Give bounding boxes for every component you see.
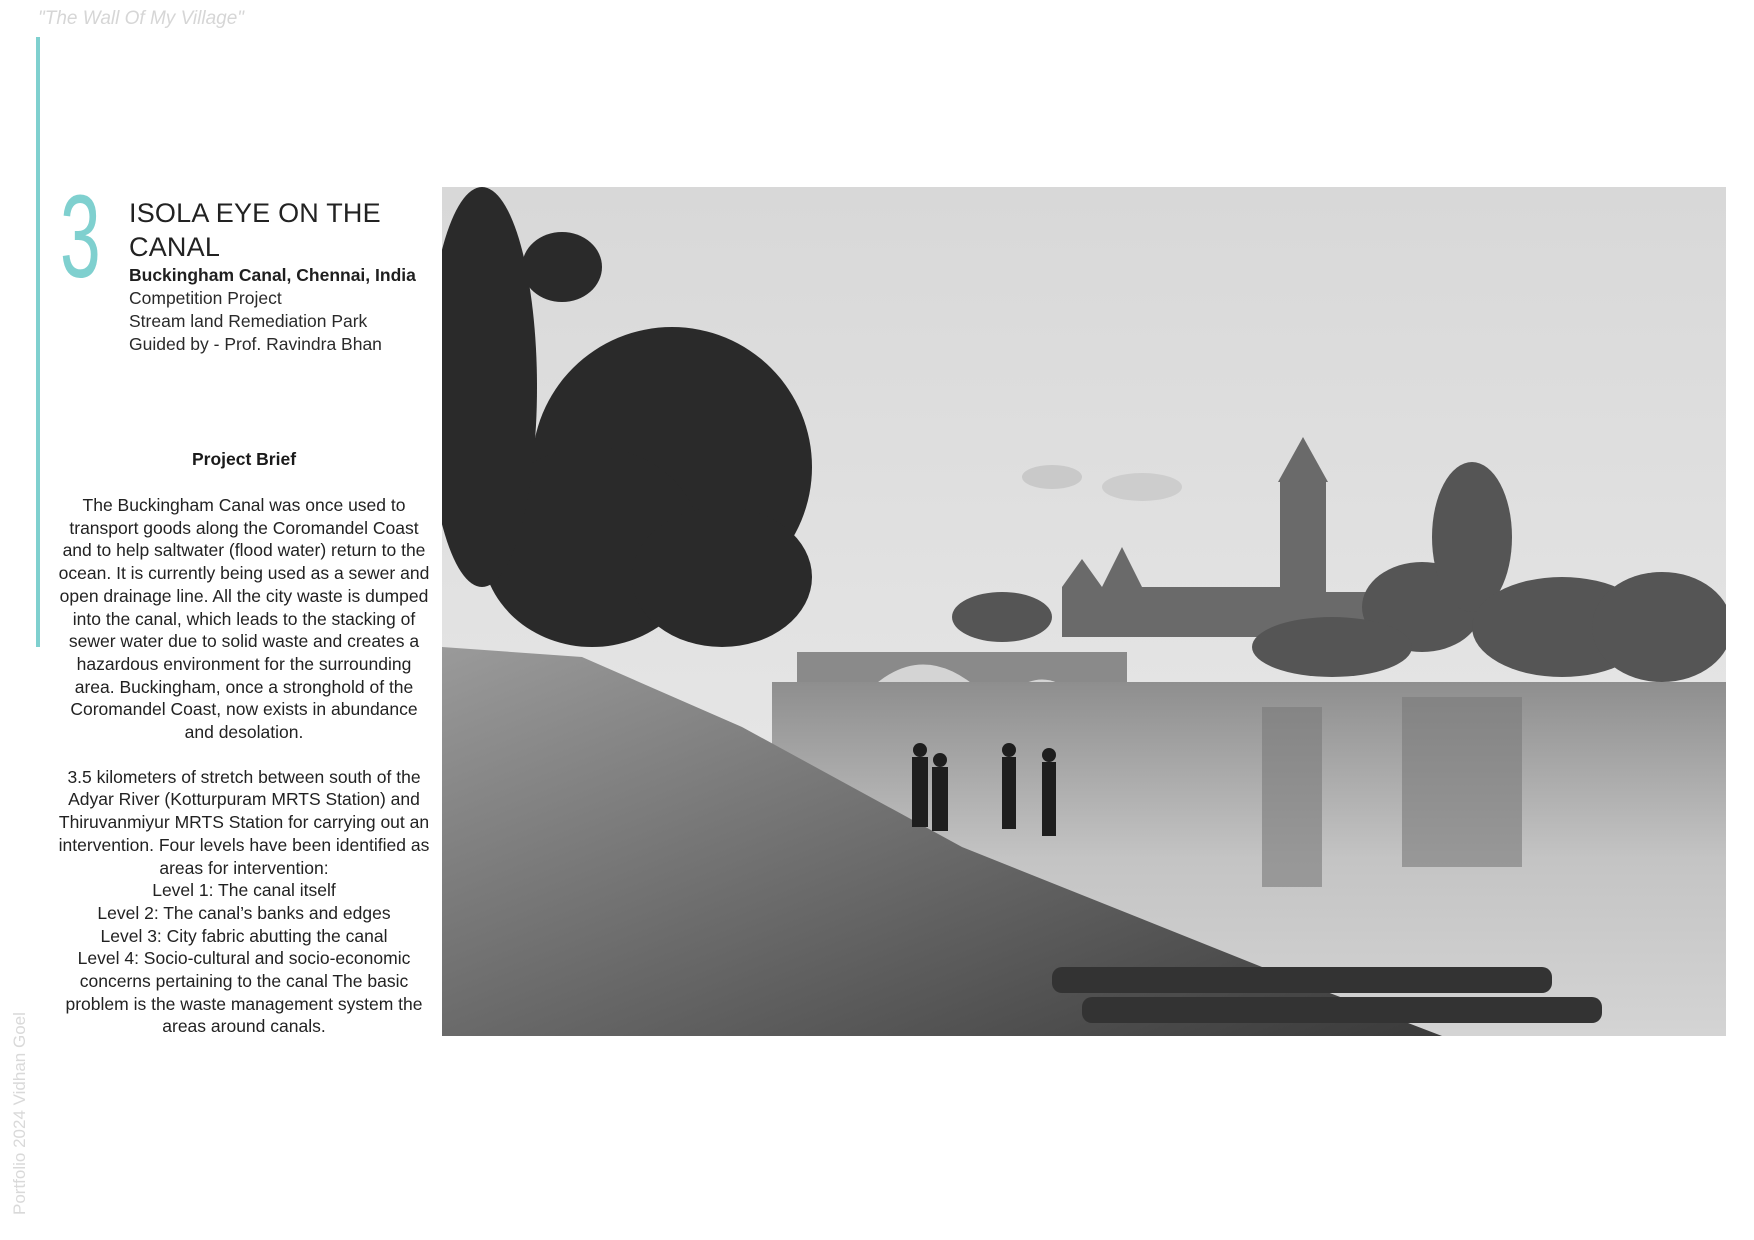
canal-photo-illustration	[442, 187, 1726, 1036]
watermark-text: "The Wall Of My Village"	[38, 8, 245, 29]
project-location: Buckingham Canal, Chennai, India	[129, 265, 416, 285]
project-title: ISOLA EYE ON THE CANAL	[129, 198, 381, 262]
brief-paragraph-1: The Buckingham Canal was once used to transport goods along the Coromandel Coast and to help saltwater (flood water) return to the ocean. It is currently being used as a sewer and open drainage line. All the city waste is dumped into the canal, which leads to the stacking of sewer water due to solid waste and creates a hazardous environment for the surrounding area. Buckingham, once a stronghold of the Coromandel Coast, now exists in abundance and desolation.	[58, 495, 430, 743]
brief-level-2: Level 2: The canal’s banks and edges	[97, 902, 391, 923]
project-brief	[58, 448, 430, 1038]
project-guide: Guided by - Prof. Ravindra Bhan	[129, 334, 382, 354]
brief-level-3: Level 3: City fabric abutting the canal	[100, 925, 388, 946]
accent-bar	[36, 37, 40, 647]
brief-level-4: Level 4: Socio-cultural and socio-economic concerns pertaining to the canal The basic problem is the waste management system the areas around canals.	[65, 948, 423, 1037]
side-credit: Portfolio 2024 Vidhan Goel	[10, 1012, 29, 1215]
canal-photograph	[442, 187, 1726, 1036]
brief-paragraph-2: 3.5 kilometers of stretch between south of the Adyar River (Kotturpuram MRTS Station) and Thiruvanmiyur MRTS Station for carrying out an intervention. Four levels have been identified as areas for intervention:	[58, 766, 430, 878]
project-category: Stream land Remediation Park	[129, 311, 368, 331]
brief-heading: Project Brief	[191, 449, 297, 469]
project-type: Competition Project	[129, 288, 282, 308]
brief-level-1: Level 1: The canal itself	[152, 880, 336, 901]
project-header	[129, 196, 429, 356]
project-number: 3	[60, 171, 101, 303]
